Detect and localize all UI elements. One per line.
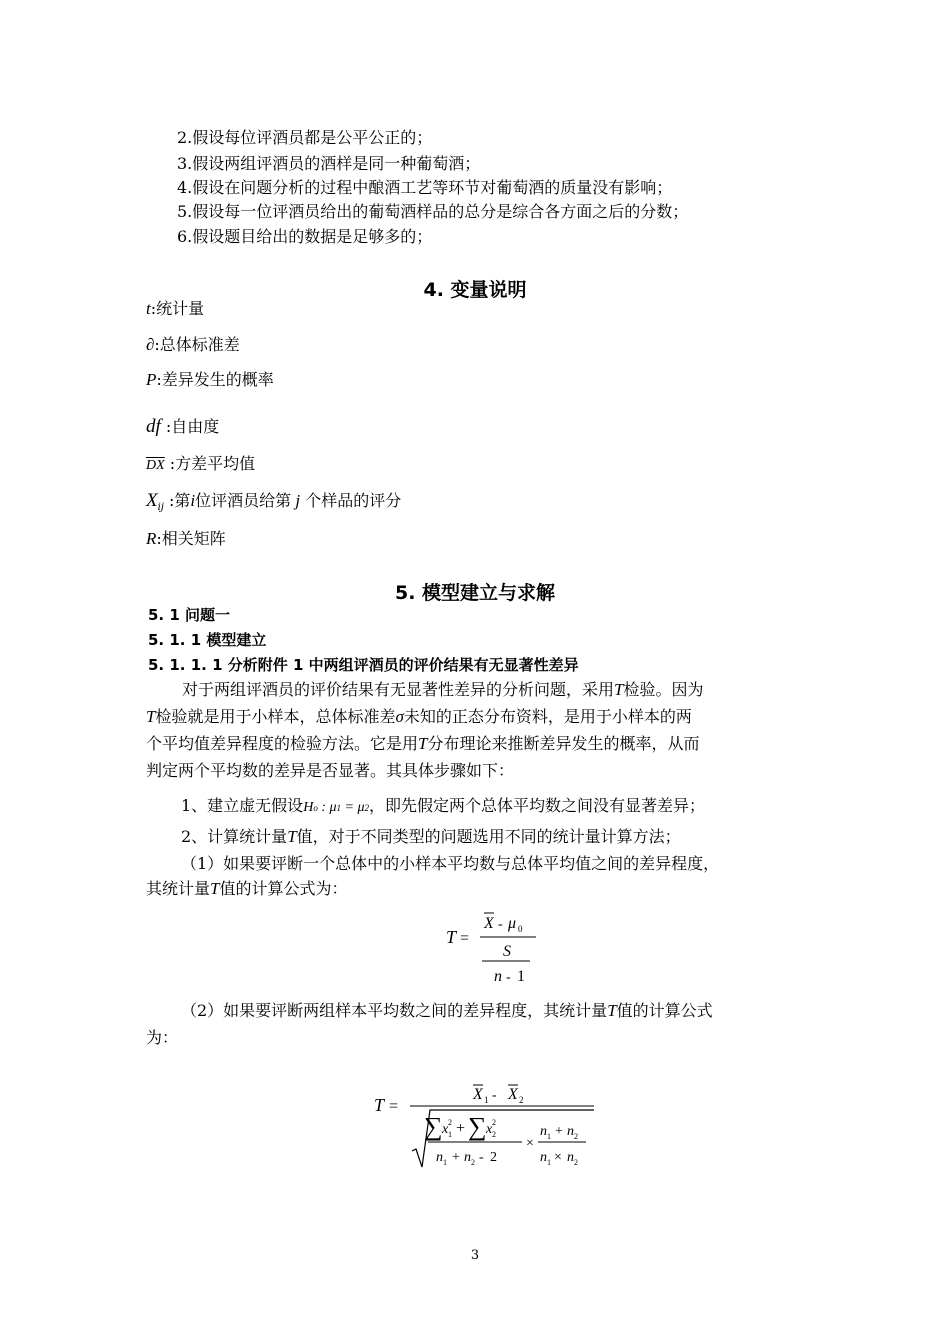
svg-text:∑: ∑ [468, 1112, 487, 1141]
assumption-5: 5.假设每一位评酒员给出的葡萄酒样品的总分是综合各方面之后的分数； [177, 202, 689, 221]
svg-text:n: n [540, 1124, 547, 1139]
heading-5-1-1-1: 5. 1. 1. 1 分析附件 1 中两组评酒员的评价结果有无显著性差异 [148, 656, 579, 674]
case-2-line-2: 为： [146, 1028, 179, 1047]
assumption-4: 4.假设在问题分析的过程中酿酒工艺等环节对葡萄酒的质量没有影响； [177, 178, 673, 197]
step-1: 1、建立虚无假设Ho : μ1 = μ2，即先假定两个总体平均数之间没有显著差异； [181, 796, 706, 815]
section-5-title: 5. 模型建立与求解 [394, 582, 556, 604]
assumption-2: 2.假设每位评酒员都是公平公正的； [177, 128, 433, 147]
svg-text:×: × [526, 1136, 534, 1151]
svg-text:2: 2 [490, 1150, 497, 1165]
assumption-3: 3.假设两组评酒员的酒样是同一种葡萄酒； [177, 154, 481, 173]
case-1-line-1: （1）如果要评断一个总体中的小样本平均数与总体平均值之间的差异程度， [181, 854, 720, 873]
heading-5-1: 5. 1 问题一 [148, 606, 231, 624]
svg-text:1: 1 [517, 968, 525, 985]
svg-text:n: n [567, 1124, 574, 1139]
variable-r: R:相关矩阵 [146, 529, 226, 548]
svg-text:2: 2 [574, 1158, 578, 1167]
svg-text:X: X [484, 915, 494, 932]
svg-text:2: 2 [574, 1132, 578, 1141]
variable-dx: $\overline{DX}$ :方差平均值 [146, 454, 256, 473]
variable-xij: $X_{ij}$ :第i位评酒员给第 j 个样品的评分 [146, 490, 402, 513]
svg-text:+: + [452, 1150, 460, 1165]
svg-text:1: 1 [448, 1130, 452, 1139]
variable-df: df :自由度 [146, 416, 220, 437]
svg-text:n: n [567, 1150, 574, 1165]
svg-text:X: X [508, 1086, 518, 1103]
svg-text:μ: μ [508, 915, 517, 932]
formula-single-sample-t [440, 908, 560, 992]
svg-text:=: = [460, 930, 470, 947]
svg-text:×: × [554, 1150, 562, 1165]
case-1-line-2: 其统计量T值的计算公式为： [146, 879, 348, 898]
svg-text:1: 1 [484, 1095, 489, 1105]
case-2-line-1: （2）如果要评断两组样本平均数之间的差异程度，其统计量T值的计算公式 [181, 1001, 713, 1020]
formula-two-sample-t [372, 1075, 602, 1179]
variable-p: P:差异发生的概率 [146, 370, 274, 389]
svg-text:T: T [374, 1095, 385, 1115]
heading-5-1-1: 5. 1. 1 模型建立 [148, 631, 267, 649]
svg-text:2: 2 [448, 1118, 452, 1127]
variable-sigma: ∂:总体标准差 [146, 335, 240, 354]
svg-text:n: n [436, 1150, 443, 1165]
svg-text:0: 0 [518, 924, 523, 934]
svg-text:+: + [456, 1120, 466, 1137]
svg-text:T: T [446, 927, 457, 947]
svg-text:+: + [555, 1124, 563, 1139]
svg-text:n: n [464, 1150, 471, 1165]
svg-text:-: - [506, 970, 511, 985]
svg-text:2: 2 [471, 1158, 475, 1167]
section-4-title: 4. 变量说明 [423, 279, 527, 301]
svg-text:-: - [492, 1088, 497, 1103]
svg-text:-: - [498, 917, 503, 932]
svg-text:2: 2 [492, 1130, 496, 1139]
svg-text:x: x [442, 1122, 449, 1137]
svg-text:2: 2 [492, 1118, 496, 1127]
svg-text:1: 1 [547, 1132, 551, 1141]
svg-text:S: S [503, 943, 511, 960]
svg-text:∑: ∑ [424, 1112, 443, 1141]
svg-text:n: n [540, 1150, 547, 1165]
svg-text:X: X [473, 1086, 483, 1103]
svg-text:2: 2 [519, 1095, 524, 1105]
assumption-6: 6.假设题目给出的数据是足够多的； [177, 227, 433, 246]
page-number: 3 [470, 1248, 480, 1263]
svg-text:n: n [494, 968, 502, 985]
svg-text:=: = [389, 1098, 399, 1115]
svg-text:-: - [479, 1150, 484, 1165]
step-2: 2、计算统计量T值，对于不同类型的问题选用不同的统计量计算方法； [181, 827, 681, 846]
svg-text:1: 1 [443, 1158, 447, 1167]
svg-text:x: x [486, 1122, 493, 1137]
paragraph-t-test: 对于两组评酒员的评价结果有无显著性差异的分析问题，采用T检验。因为 T检验就是用于小样本，总体标准差σ未知的正态分布资料，是用于小样本的两 个平均值差异程度的检验方法。它是用T分布理论来推断差异发生的概率，从而 判定两个平均数的差异是否显著。其具体步骤如下： [146, 680, 704, 780]
variable-t: t:统计量 [146, 299, 205, 318]
svg-text:1: 1 [547, 1158, 551, 1167]
